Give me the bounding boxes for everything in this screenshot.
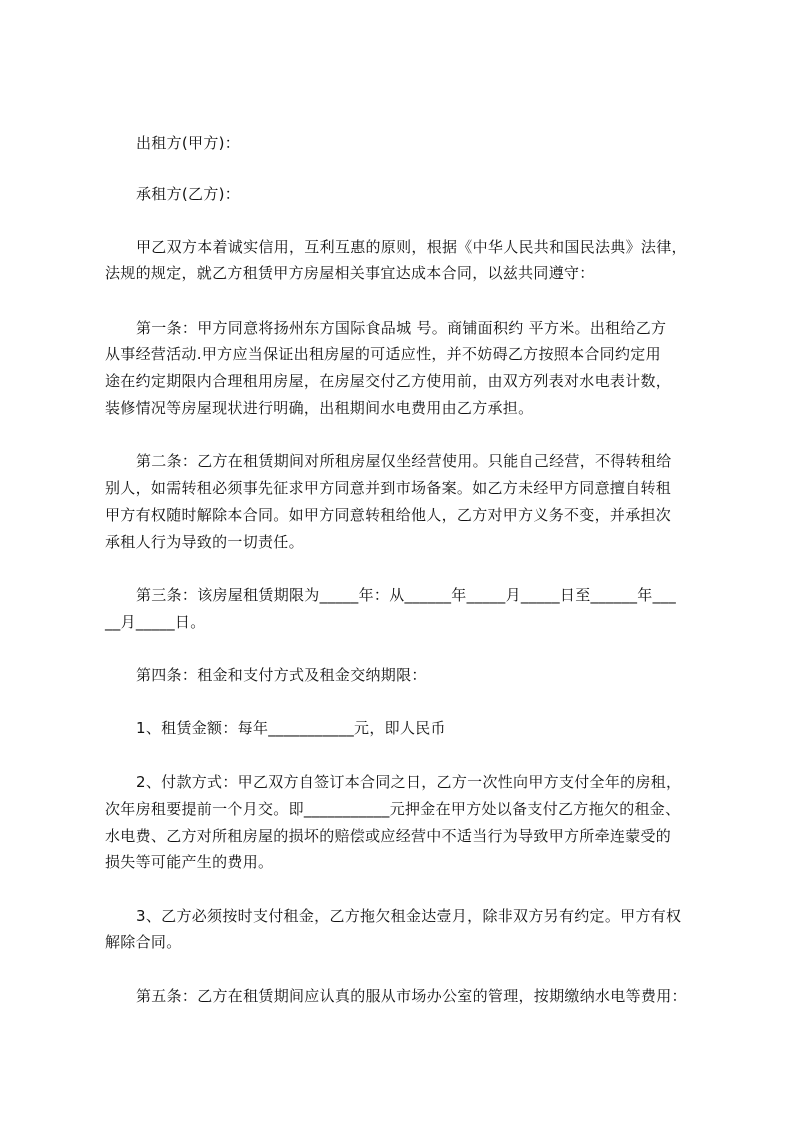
- article4-item1: 1、租赁金额：每年___________元，即人民币: [136, 719, 446, 737]
- article1-line: 途在约定期限内合理租用房屋，在房屋交付乙方使用前，由双方列表对水电表计数，: [105, 372, 672, 390]
- article1-line: 第一条：甲方同意将扬州东方国际食品城 号。商铺面积约 平方米。出租给乙方: [136, 319, 667, 337]
- article4-item2-line: 次年房租要提前一个月交。即___________元押金在甲方处以备支付乙方拖欠的租金、: [105, 800, 681, 818]
- intro-line: 甲乙双方本着诚实信用，互利互惠的原则，根据《中华人民共和国民法典》法律，: [136, 238, 687, 256]
- article3-line: __月_____日。: [105, 613, 206, 631]
- article4-item2-line: 损失等可能产生的费用。: [105, 853, 274, 871]
- article2-line: 甲方有权随时解除本合同。如甲方同意转租给他人，乙方对甲方义务不变，并承担次: [105, 506, 672, 524]
- article2-line: 第二条：乙方在租赁期间对所租房屋仅坐经营使用。只能自己经营，不得转租给: [136, 452, 672, 470]
- article4-item2-line: 水电费、乙方对所租房屋的损坏的赔偿或应经营中不适当行为导致甲方所牵连蒙受的: [105, 827, 672, 845]
- article3-line: 第三条：该房屋租赁期限为_____年：从______年_____月_____日至______年___: [136, 586, 677, 604]
- article1-line: 从事经营活动.甲方应当保证出租房屋的可适应性，并不妨碍乙方按照本合同约定用: [105, 345, 661, 363]
- article2-line: 承租人行为导致的一切责任。: [105, 533, 304, 551]
- article2-line: 别人，如需转租必须事先征求甲方同意并到市场备案。如乙方未经甲方同意擅自转租: [105, 479, 672, 497]
- intro-line: 法规的规定，就乙方租赁甲方房屋相关事宜达成本合同，以兹共同遵守：: [105, 264, 595, 282]
- lessor-label: 出租方(甲方)：: [136, 134, 241, 152]
- article4-item2-line: 2、付款方式：甲乙双方自签订本合同之日，乙方一次性向甲方支付全年的房租，: [136, 773, 682, 791]
- article1-line: 装修情况等房屋现状进行明确，出租期间水电费用由乙方承担。: [105, 399, 534, 417]
- article4-item3-line: 解除合同。: [105, 933, 182, 951]
- article5-line: 第五条：乙方在租赁期间应认真的服从市场办公室的管理，按期缴纳水电等费用：: [136, 987, 687, 1005]
- article4-title: 第四条：租金和支付方式及租金交纳期限：: [136, 666, 427, 684]
- article4-item3-line: 3、乙方必须按时支付租金，乙方拖欠租金达壹月，除非双方另有约定。甲方有权: [136, 907, 682, 925]
- lessee-label: 承租方(乙方)：: [136, 185, 241, 203]
